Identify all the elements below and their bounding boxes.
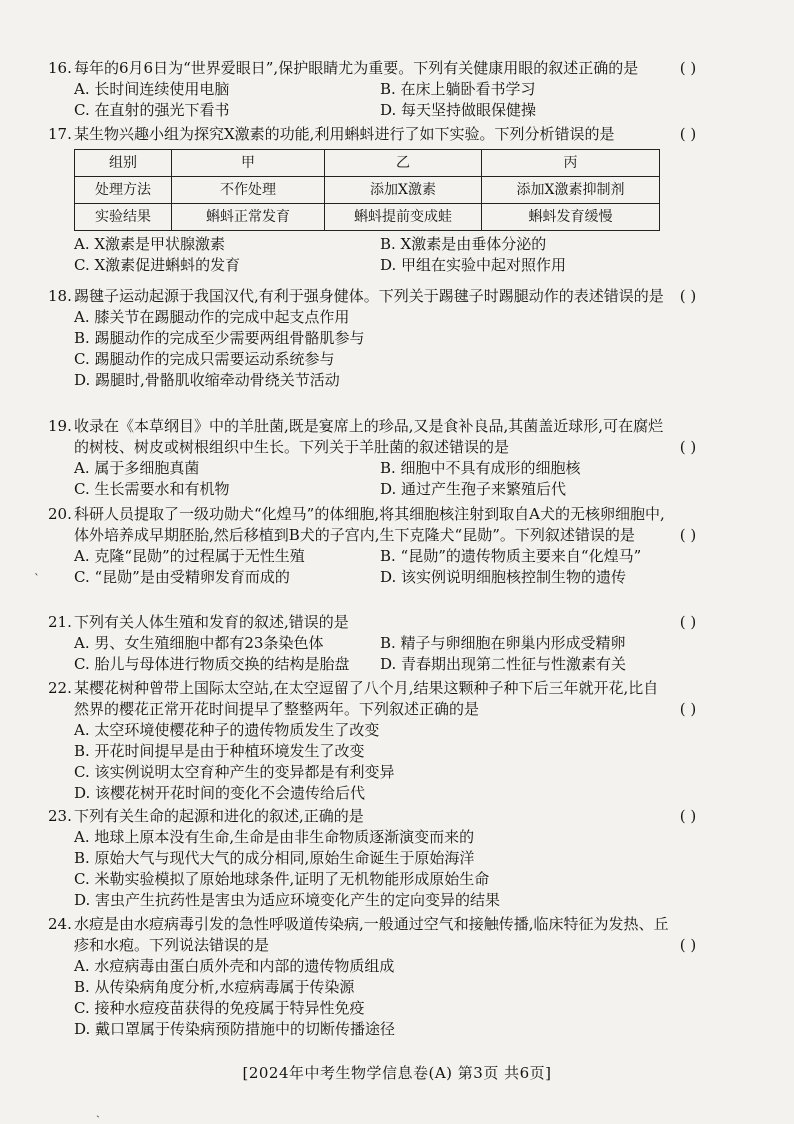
option-d: D. 该樱花树开花时间的变化不会遗传给后代 (74, 784, 366, 802)
answer-parenthesis: ( ) (679, 936, 697, 954)
option-d: D. 踢腿时,骨骼肌收缩牵动骨绕关节活动 (74, 371, 340, 389)
table-cell: 组别 (75, 150, 172, 177)
option-d: D. 每天坚持做眼保健操 (380, 101, 537, 119)
option-a: A. 膝关节在踢腿动作的完成中起支点作用 (74, 308, 350, 326)
options (48, 546, 728, 588)
question-22 (48, 678, 728, 804)
question-text: 水痘是由水痘病毒引发的急性呼吸道传染病,一般通过空气和接触传播,临床特征为发热、丘疹和水疱。下列说法错误的是 (74, 915, 669, 954)
option-d: D. 甲组在实验中起对照作用 (380, 256, 567, 274)
question-number: 20. (48, 505, 72, 523)
options (48, 633, 728, 675)
table-cell: 蝌蚪发育缓慢 (482, 204, 660, 231)
option-d: D. 该实例说明细胞核控制生物的遗传 (380, 568, 627, 586)
scan-speck: ˏ (96, 1104, 100, 1118)
option-b: B. 从传染病角度分析,水痘病毒属于传染源 (74, 978, 355, 996)
options (48, 720, 728, 804)
option-d: D. 戴口罩属于传染病预防措施中的切断传播途径 (74, 1020, 396, 1038)
options (48, 307, 728, 391)
option-c: C. X激素促进蝌蚪的发育 (74, 256, 241, 274)
option-a: A. 克隆“昆勋”的过程属于无性生殖 (74, 547, 305, 565)
option-a: A. 太空环境使樱花种子的遗传物质发生了改变 (74, 721, 380, 739)
options (48, 827, 728, 911)
option-c: C. 接种水痘疫苗获得的免疫属于特异性免疫 (74, 999, 365, 1017)
question-stem (48, 504, 728, 546)
question-stem (48, 806, 728, 827)
question-18 (48, 286, 728, 391)
question-number: 22. (48, 679, 72, 697)
table-cell: 不作处理 (172, 177, 325, 204)
answer-parenthesis: ( ) (679, 526, 697, 544)
option-c: C. 踢腿动作的完成只需要运动系统参与 (74, 350, 335, 368)
question-16 (48, 58, 728, 121)
answer-parenthesis: ( ) (679, 613, 697, 631)
question-number: 24. (48, 915, 72, 933)
question-number: 23. (48, 807, 72, 825)
option-b: B. 原始大气与现代大气的成分相同,原始生命诞生于原始海洋 (74, 849, 475, 867)
question-24 (48, 914, 728, 1040)
options (48, 234, 728, 276)
table-cell: 实验结果 (75, 204, 172, 231)
option-a: A. 属于多细胞真菌 (74, 459, 200, 477)
scan-speck: ˋ (34, 572, 40, 586)
question-number: 17. (48, 125, 72, 143)
table-cell: 蝌蚪提前变成蛙 (325, 204, 482, 231)
answer-parenthesis: ( ) (679, 287, 697, 305)
table-cell: 甲 (172, 150, 325, 177)
answer-parenthesis: ( ) (679, 807, 697, 825)
table-cell: 添加X激素 (325, 177, 482, 204)
table-cell: 丙 (482, 150, 660, 177)
table-row (75, 177, 660, 204)
options (48, 458, 728, 500)
question-number: 21. (48, 613, 72, 631)
question-text: 下列有关生命的起源和进化的叙述,正确的是 (74, 807, 364, 825)
question-20 (48, 504, 728, 588)
option-c: C. 米勒实验模拟了原始地球条件,证明了无机物能形成原始生命 (74, 870, 490, 888)
option-b: B. X激素是由垂体分泌的 (380, 235, 547, 253)
question-stem (48, 678, 728, 720)
option-a: A. 地球上原本没有生命,生命是由非生命物质逐渐演变而来的 (74, 828, 475, 846)
question-17 (48, 124, 728, 276)
answer-parenthesis: ( ) (679, 438, 697, 456)
question-number: 18. (48, 287, 72, 305)
table-cell: 添加X激素抑制剂 (482, 177, 660, 204)
question-text: 下列有关人体生殖和发育的叙述,错误的是 (74, 613, 349, 631)
question-text: 收录在《本草纲目》中的羊肚菌,既是宴席上的珍品,又是食补良品,其菌盖近球形,可在腐烂的树枝、树皮或树根组织中生长。下列关于羊肚菌的叙述错误的是 (74, 417, 664, 456)
question-stem (48, 416, 728, 458)
question-number: 19. (48, 417, 72, 435)
question-text: 每年的6月6日为“世界爱眼日”,保护眼睛尤为重要。下列有关健康用眼的叙述正确的是 (74, 59, 639, 77)
options (48, 956, 728, 1040)
option-c: C. “昆勋”是由受精卵发育而成的 (74, 568, 290, 586)
option-b: B. 开花时间提早是由于种植环境发生了改变 (74, 742, 365, 760)
answer-parenthesis: ( ) (679, 125, 697, 143)
question-stem (48, 286, 728, 307)
option-b: B. 精子与卵细胞在卵巢内形成受精卵 (380, 634, 626, 652)
question-stem (48, 58, 728, 79)
question-stem (48, 612, 728, 633)
option-d: D. 通过产生孢子来繁殖后代 (380, 480, 567, 498)
question-stem (48, 914, 728, 956)
experiment-table (74, 149, 660, 231)
option-b: B. 细胞中不具有成形的细胞核 (380, 459, 581, 477)
table-row (75, 204, 660, 231)
question-text: 某生物兴趣小组为探究X激素的功能,利用蝌蚪进行了如下实验。下列分析错误的是 (74, 125, 615, 143)
option-a: A. 长时间连续使用电脑 (74, 80, 230, 98)
question-23 (48, 806, 728, 911)
option-a: A. 水痘病毒由蛋白质外壳和内部的遗传物质组成 (74, 957, 395, 975)
answer-parenthesis: ( ) (679, 59, 697, 77)
option-b: B. 在床上躺卧看书学习 (380, 80, 536, 98)
option-a: A. X激素是甲状腺激素 (74, 235, 226, 253)
option-b: B. “昆勋”的遗传物质主要来自“化煌马” (380, 547, 642, 565)
page-footer: [2024年中考生物学信息卷(A) 第3页 共6页] (242, 1064, 552, 1082)
option-c: C. 生长需要水和有机物 (74, 480, 230, 498)
question-19 (48, 416, 728, 500)
option-d: D. 青春期出现第二性征与性激素有关 (380, 655, 627, 673)
question-number: 16. (48, 59, 72, 77)
option-c: C. 在直射的强光下看书 (74, 101, 230, 119)
option-b: B. 踢腿动作的完成至少需要两组骨骼肌参与 (74, 329, 365, 347)
table-cell: 乙 (325, 150, 482, 177)
table-cell: 处理方法 (75, 177, 172, 204)
answer-parenthesis: ( ) (679, 700, 697, 718)
question-stem (48, 124, 728, 145)
question-text: 某樱花树种曾带上国际太空站,在太空逗留了八个月,结果这颗种子种下后三年就开花,比自然界的樱花正常开花时间提早了整整两年。下列叙述正确的是 (74, 679, 659, 718)
option-c: C. 胎儿与母体进行物质交换的结构是胎盘 (74, 655, 350, 673)
option-a: A. 男、女生殖细胞中都有23条染色体 (74, 634, 324, 652)
question-text: 踢毽子运动起源于我国汉代,有利于强身健体。下列关于踢毽子时踢腿动作的表述错误的是 (74, 287, 664, 305)
option-d: D. 害虫产生抗药性是害虫为适应环境变化产生的定向变异的结果 (74, 891, 501, 909)
option-c: C. 该实例说明太空育种产生的变异都是有利变异 (74, 763, 395, 781)
question-21 (48, 612, 728, 675)
question-text: 科研人员提取了一级功勋犬“化煌马”的体细胞,将其细胞核注射到取自A犬的无核卵细胞中,体外培养成早期胚胎,然后移植到B犬的子宫内,生下克隆犬“昆勋”。下列叙述错误的是 (74, 505, 665, 544)
options (48, 79, 728, 121)
table-header-row (75, 150, 660, 177)
table-cell: 蝌蚪正常发育 (172, 204, 325, 231)
